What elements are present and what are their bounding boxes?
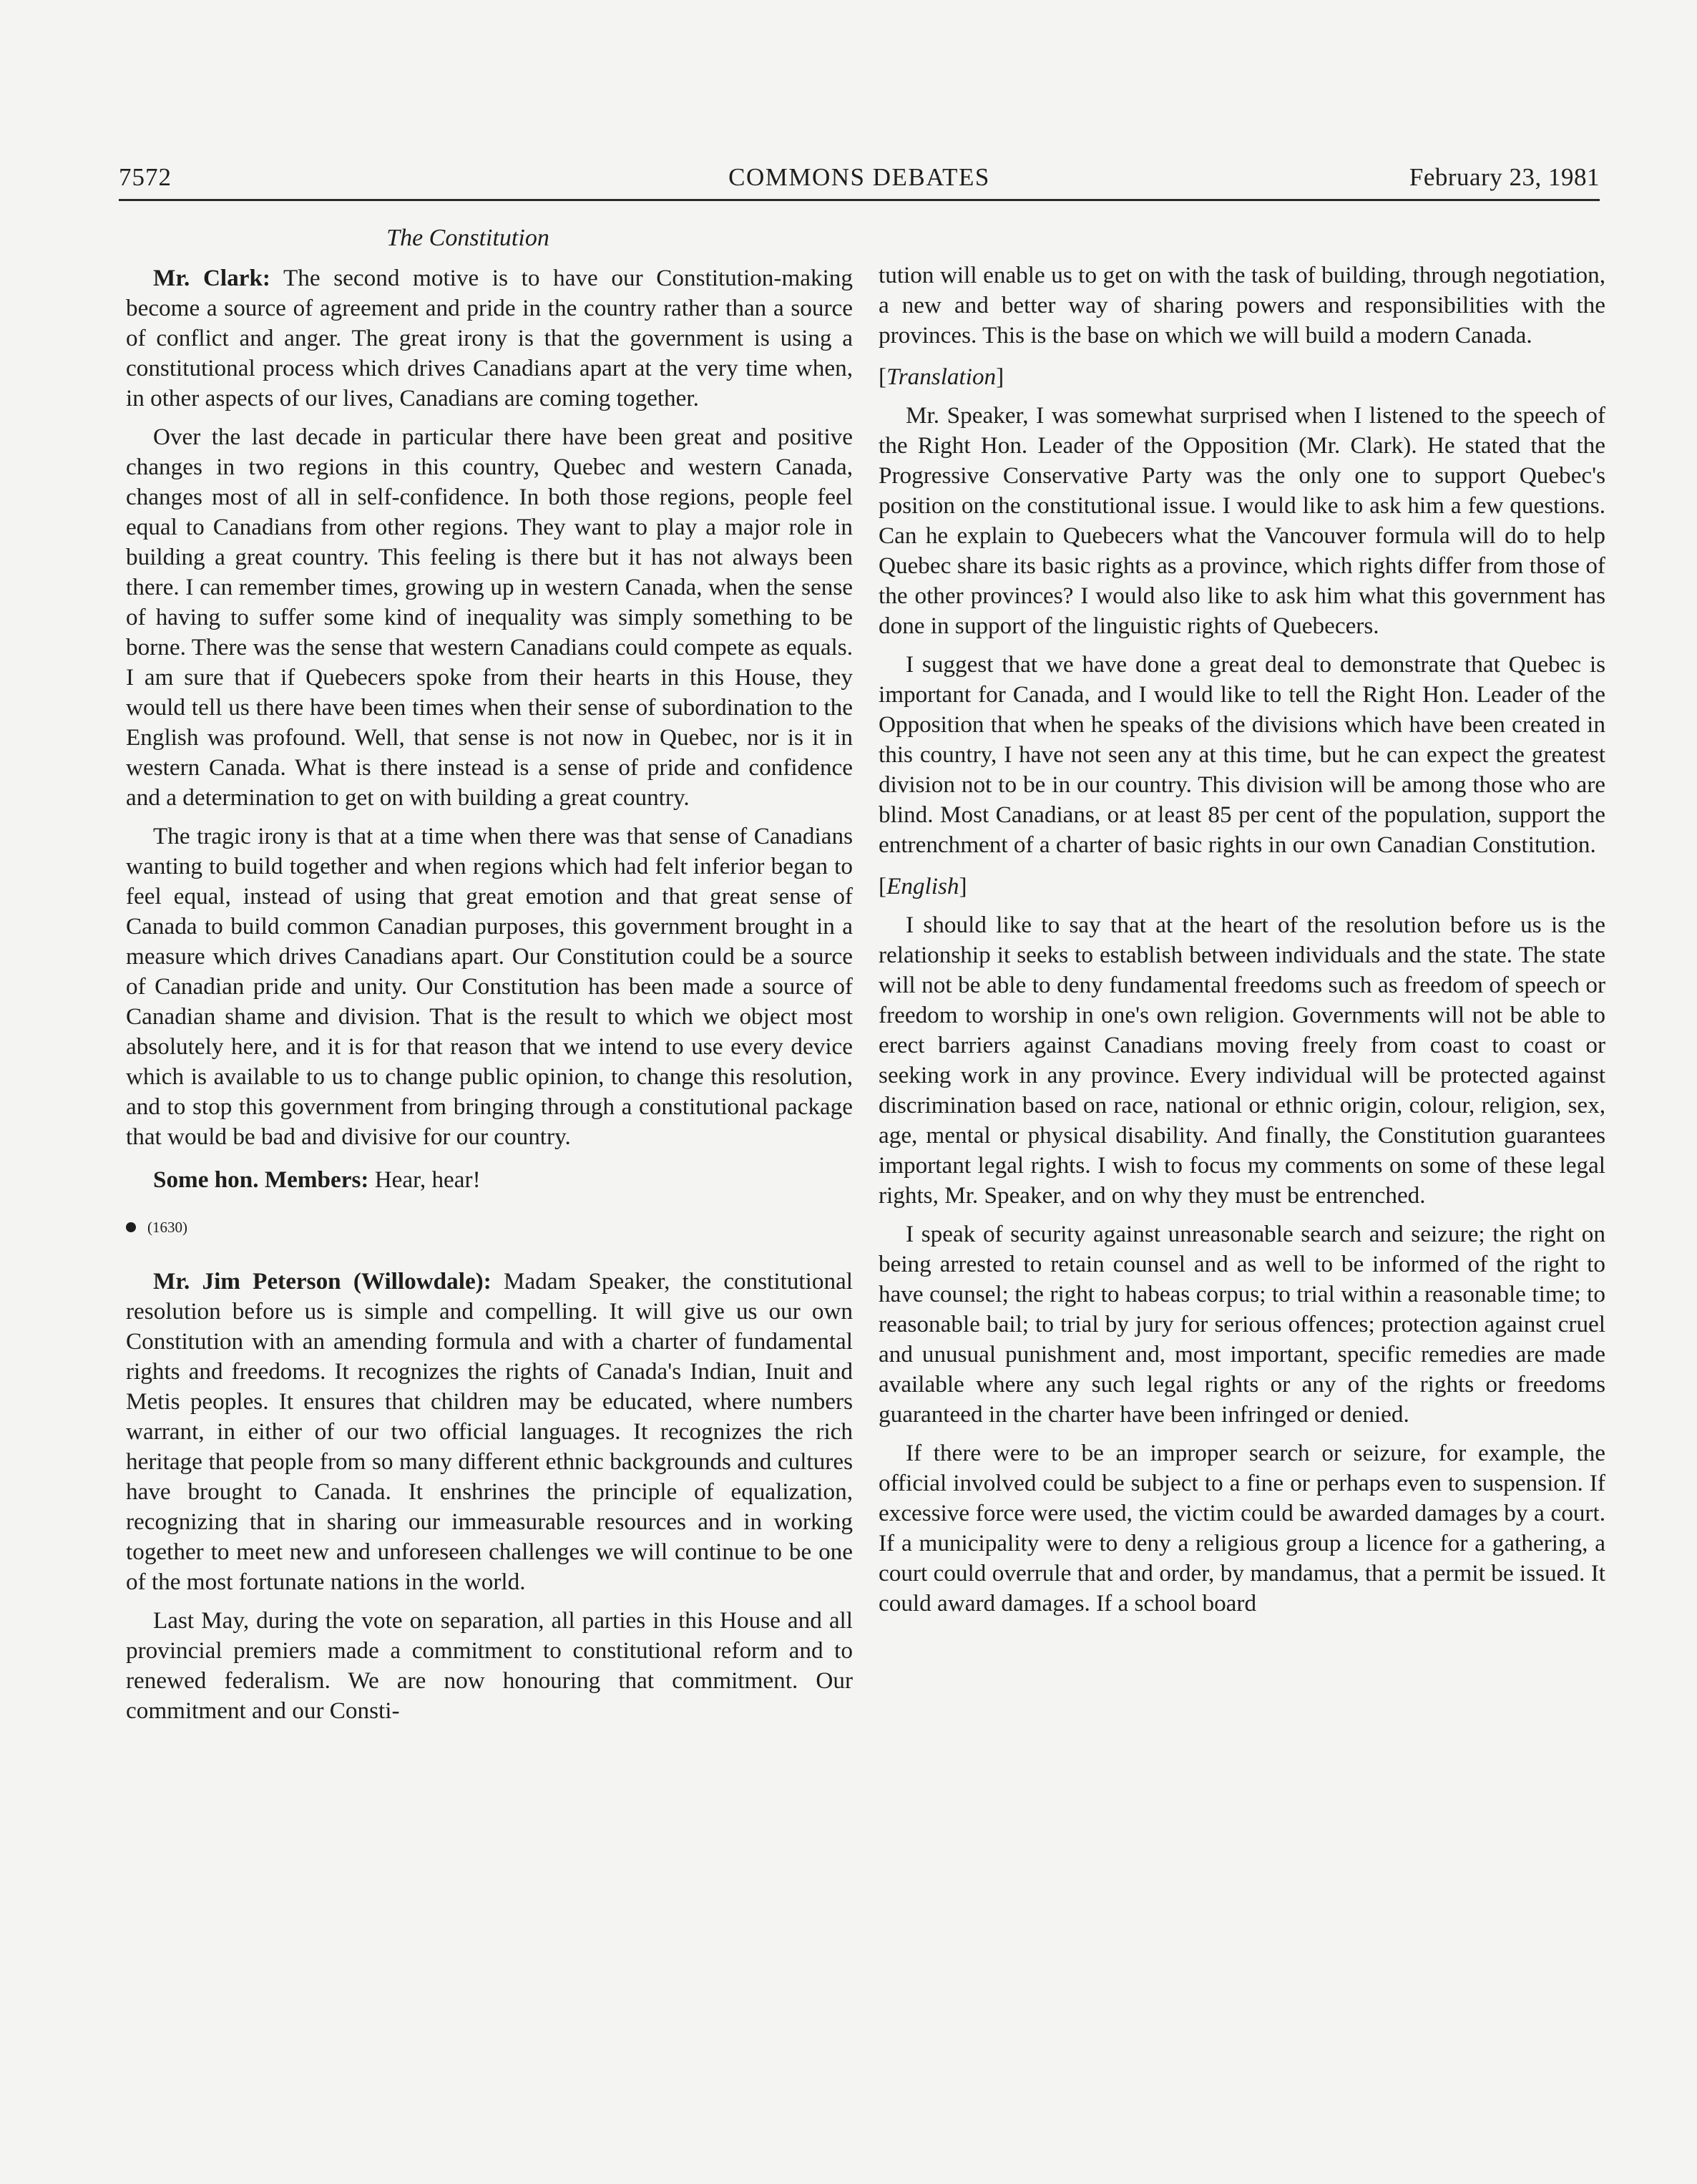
translation-label: [Translation] bbox=[879, 364, 1004, 390]
paragraph-text: The second motive is to have our Constitution-making become a source of agreement and pride in the country rather than a source of conflict and anger. The great irony is that the government is using a constitutional process which drives Canadians apart at the very time when, in other aspects of our lives, Canadians are coming together. bbox=[126, 265, 853, 411]
paragraph-clark-1 bbox=[126, 263, 853, 414]
page-header bbox=[119, 160, 1600, 201]
english-label-text: English bbox=[886, 873, 959, 900]
publication-date: February 23, 1981 bbox=[1409, 163, 1600, 191]
paragraph-clark-3: The tragic irony is that at a time when there was that sense of Canadians wanting to build together and when regions which had felt inferior began to feel equal, instead of using that great emotion and that great sense of Canada to build common Canadian purposes, this government brought in a measure which drives Canadians apart. Our Constitution could be a source of Canadian pride and unity. Our Constitution has been made a source of Canadian shame and division. That is the result to which we object most absolutely here, and it is for that reason that we intend to use every device which is available to us to change public opinion, to change this resolution, and to stop this government from bringing through a constitutional package that would be bad and divisive for our country. bbox=[126, 823, 853, 1150]
paragraph-peterson-1 bbox=[126, 1267, 853, 1597]
left-column bbox=[126, 220, 853, 1735]
paragraph-english-1: I should like to say that at the heart of the resolution before us is the relationship it seeks to establish between individuals and the state. The state will not be able to deny fundamental freedoms such as freedom of speech or freedom to worship in one's own religion. Governments will not be able to erect barriers against Canadians moving freely from coast to coast or seeking work in any province. Every individual will be protected against discrimination based on race, national or ethnic origin, colour, religion, sex, age, mental or physical disability. And finally, the Constitution guarantees important legal rights. I wish to focus my comments on some of these legal rights, Mr. Speaker, and on why they must be entrenched. bbox=[879, 912, 1605, 1209]
paragraph-text: Madam Speaker, the constitutional resolution before us is simple and compelling. It will give us our own Constitution with an amending formula and with a charter of fundamental rights and freedoms. It recognizes the rights of Canada's Indian, Inuit and Metis peoples. It ensures that children may be educated, where numbers warrant, in either of our two official languages. It recognizes the rich heritage that people from so many different ethnic backgrounds and cultures have brought to Canada. It enshrines the principle of equalization, recognizing that in sharing our immeasurable resources and in working together to meet new and unforeseen challenges we will continue to be one of the most fortunate nations in the world. bbox=[126, 1268, 853, 1595]
paragraph-continuation: tution will enable us to get on with the task of building, through negotiation, a new and better way of sharing powers and responsibilities with the provinces. This is the base on which we will build a modern Canada. bbox=[879, 262, 1605, 348]
time-marker-text: (1630) bbox=[147, 1219, 187, 1236]
paragraph-peterson-2: Last May, during the vote on separation, all parties in this House and all provincial premiers made a commitment to constitutional reform and to renewed federalism. We are now honouring that commitment. Our commitment and our Consti- bbox=[126, 1607, 853, 1724]
page-number: 7572 bbox=[119, 163, 172, 191]
speaker-name: Mr. Clark: bbox=[153, 265, 270, 291]
right-column bbox=[879, 260, 1605, 1627]
speaker-name: Some hon. Members: bbox=[153, 1166, 369, 1193]
speaker-name: Mr. Jim Peterson (Willowdale): bbox=[153, 1268, 492, 1295]
bullet-icon bbox=[126, 1222, 136, 1232]
translation-label-text: Translation bbox=[886, 364, 997, 390]
time-marker bbox=[126, 1212, 853, 1242]
english-label: [English] bbox=[879, 873, 967, 900]
paragraph-interjection bbox=[126, 1165, 853, 1195]
paragraph-english-2: I speak of security against unreasonable search and seizure; the right on being arrested to retain counsel and as well to be informed of the right to have counsel; the right to habeas corpus; to trial within a reasonable time; to reasonable bail; to trial by jury for serious offences; protection against cruel and unusual punishment and, most important, specific remedies are made available where any such legal rights or any of the rights or freedoms guaranteed in the charter have been infringed or denied. bbox=[879, 1221, 1605, 1428]
paragraph-text: Hear, hear! bbox=[374, 1166, 481, 1193]
paragraph-clark-2: Over the last decade in particular there have been great and positive changes in two regions in this country, Quebec and western Canada, changes most of all in self-confidence. In both those regions, people feel equal to Canadians from other regions. They want to play a major role in building a great country. This feeling is there but it has not always been there. I can remember times, growing up in western Canada, when the sense of having to suffer some kind of inequality was simply something to be borne. There was the sense that western Canadians could compete as equals. I am sure that if Quebecers spoke from their hearts in this House, they would tell us there have been times when their sense of subordination to the English was profound. Well, that sense is not now in Quebec, nor is it in western Canada. What is there instead is a sense of pride and confidence and a determination to get on with building a great country. bbox=[126, 424, 853, 811]
paragraph-translation-1: Mr. Speaker, I was somewhat surprised when I listened to the speech of the Right Hon. Leader of the Opposition (Mr. Clark). He stated that the Progressive Conservative Party was the only one to support Quebec's position on the constitutional issue. I would like to ask him a few questions. Can he explain to Quebecers what the Vancouver formula will do to help Quebec share its basic rights as a province, which rights differ from those of the other provinces? I would also like to ask him what this government has done in support of the linguistic rights of Quebecers. bbox=[879, 402, 1605, 639]
section-title: The Constitution bbox=[386, 225, 549, 251]
paragraph-translation-2: I suggest that we have done a great deal to demonstrate that Quebec is important for Canada, and I would like to tell the Right Hon. Leader of the Opposition that when he speaks of the divisions which have been created in this country, I have not seen any at this time, but he can expect the greatest division not to be in our country. This division will be among those who are blind. Most Canadians, or at least 85 per cent of the population, support the entrenchment of a charter of basic rights in our own Canadian Constitution. bbox=[879, 651, 1605, 858]
journal-title: COMMONS DEBATES bbox=[728, 163, 990, 191]
paragraph-english-3: If there were to be an improper search or seizure, for example, the official involved could be subject to a fine or perhaps even to suspension. If excessive force were used, the victim could be awarded damages by a court. If a municipality were to deny a religious group a licence for a gathering, a court could overrule that and order, by mandamus, that a permit be issued. It could award damages. If a school board bbox=[879, 1440, 1605, 1617]
